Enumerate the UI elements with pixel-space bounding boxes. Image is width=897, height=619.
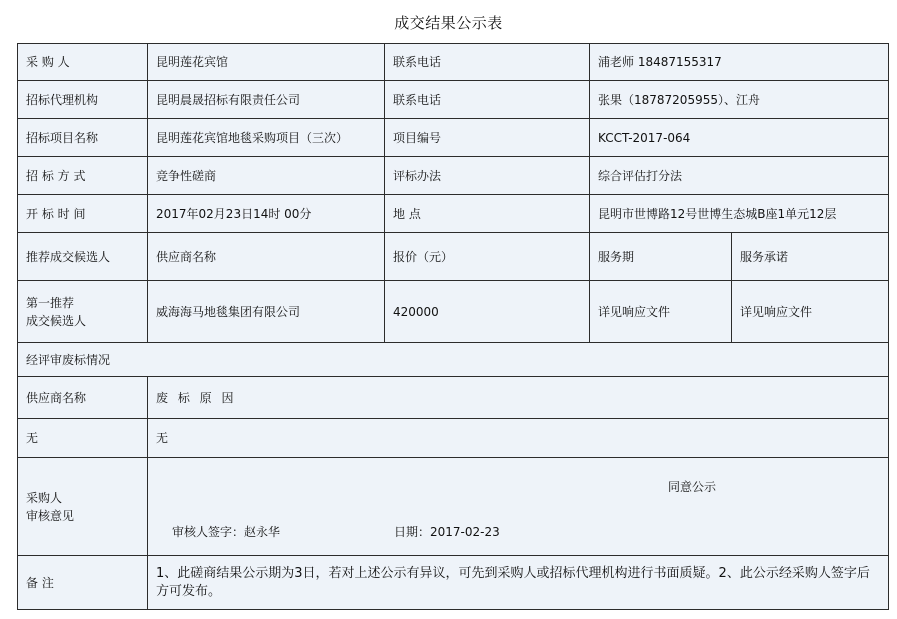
page-title: 成交结果公示表 [394,14,503,32]
project-name-label: 招标项目名称 [18,119,148,157]
approval-cell [148,458,889,556]
agency-label: 招标代理机构 [18,81,148,119]
disqualified-supplier-header: 供应商名称 [18,377,148,419]
table-row [18,343,889,377]
project-name-value: 昆明莲花宾馆地毯采购项目（三次） [148,119,385,157]
place-label: 地 点 [385,195,590,233]
opening-time-value: 2017年02月23日14时 00分 [148,195,385,233]
purchaser-phone-value: 浦老师 18487155317 [590,44,889,81]
table-row [18,44,889,81]
purchaser-value: 昆明莲花宾馆 [148,44,385,81]
disqualified-reason-value: 无 [148,419,889,458]
approval-date: 日期：2017-02-23 [394,525,500,539]
purchaser-label: 采 购 人 [18,44,148,81]
candidate-header-label: 推荐成交候选人 [18,233,148,281]
table-row [18,157,889,195]
table-row [18,281,889,343]
table-row [18,377,889,419]
first-candidate-label-line1: 第一推荐 [26,295,75,310]
approval-label-line2: 审核意见 [26,508,75,523]
approval-opinion: 同意公示 [668,480,717,494]
opening-time-label: 开 标 时 间 [18,195,148,233]
approval-label-line1: 采购人 [26,490,63,505]
place-value: 昆明市世博路12号世博生态城B座1单元12层 [590,195,889,233]
agency-phone-label: 联系电话 [385,81,590,119]
disqualified-section-title: 经评审废标情况 [18,343,889,377]
bid-method-label: 招 标 方 式 [18,157,148,195]
table-row [18,556,889,610]
bid-method-value: 竞争性磋商 [148,157,385,195]
project-code-value: KCCT-2017-064 [590,119,889,157]
table-row [18,233,889,281]
agency-value: 昆明晨晟招标有限责任公司 [148,81,385,119]
first-candidate-label [18,281,148,343]
remarks-label: 备 注 [18,556,148,610]
table-row [18,458,889,556]
project-code-label: 项目编号 [385,119,590,157]
table-row [18,81,889,119]
table-row [18,195,889,233]
agency-phone-value: 张果（18787205955）、江舟 [590,81,889,119]
first-candidate-label-line2: 成交候选人 [26,313,87,328]
approval-label [18,458,148,556]
table-row [18,419,889,458]
remarks-text: 1、此磋商结果公示期为3日，若对上述公示有异议，可先到采购人或招标代理机构进行书面质疑。2、此公示经采购人签字后方可发布。 [148,556,889,610]
service-period-header: 服务期 [590,233,732,281]
first-candidate-commitment: 详见响应文件 [732,281,889,343]
disqualified-supplier-value: 无 [18,419,148,458]
first-candidate-price: 420000 [385,281,590,343]
first-candidate-period: 详见响应文件 [590,281,732,343]
service-commitment-header: 服务承诺 [732,233,889,281]
disqualified-reason-header: 废 标 原 因 [148,377,889,419]
result-table [17,43,889,610]
approval-signer: 审核人签字：赵永华 [172,525,281,539]
price-header: 报价（元） [385,233,590,281]
purchaser-phone-label: 联系电话 [385,44,590,81]
table-row [18,119,889,157]
eval-method-value: 综合评估打分法 [590,157,889,195]
first-candidate-supplier: 威海海马地毯集团有限公司 [148,281,385,343]
eval-method-label: 评标办法 [385,157,590,195]
supplier-name-header: 供应商名称 [148,233,385,281]
